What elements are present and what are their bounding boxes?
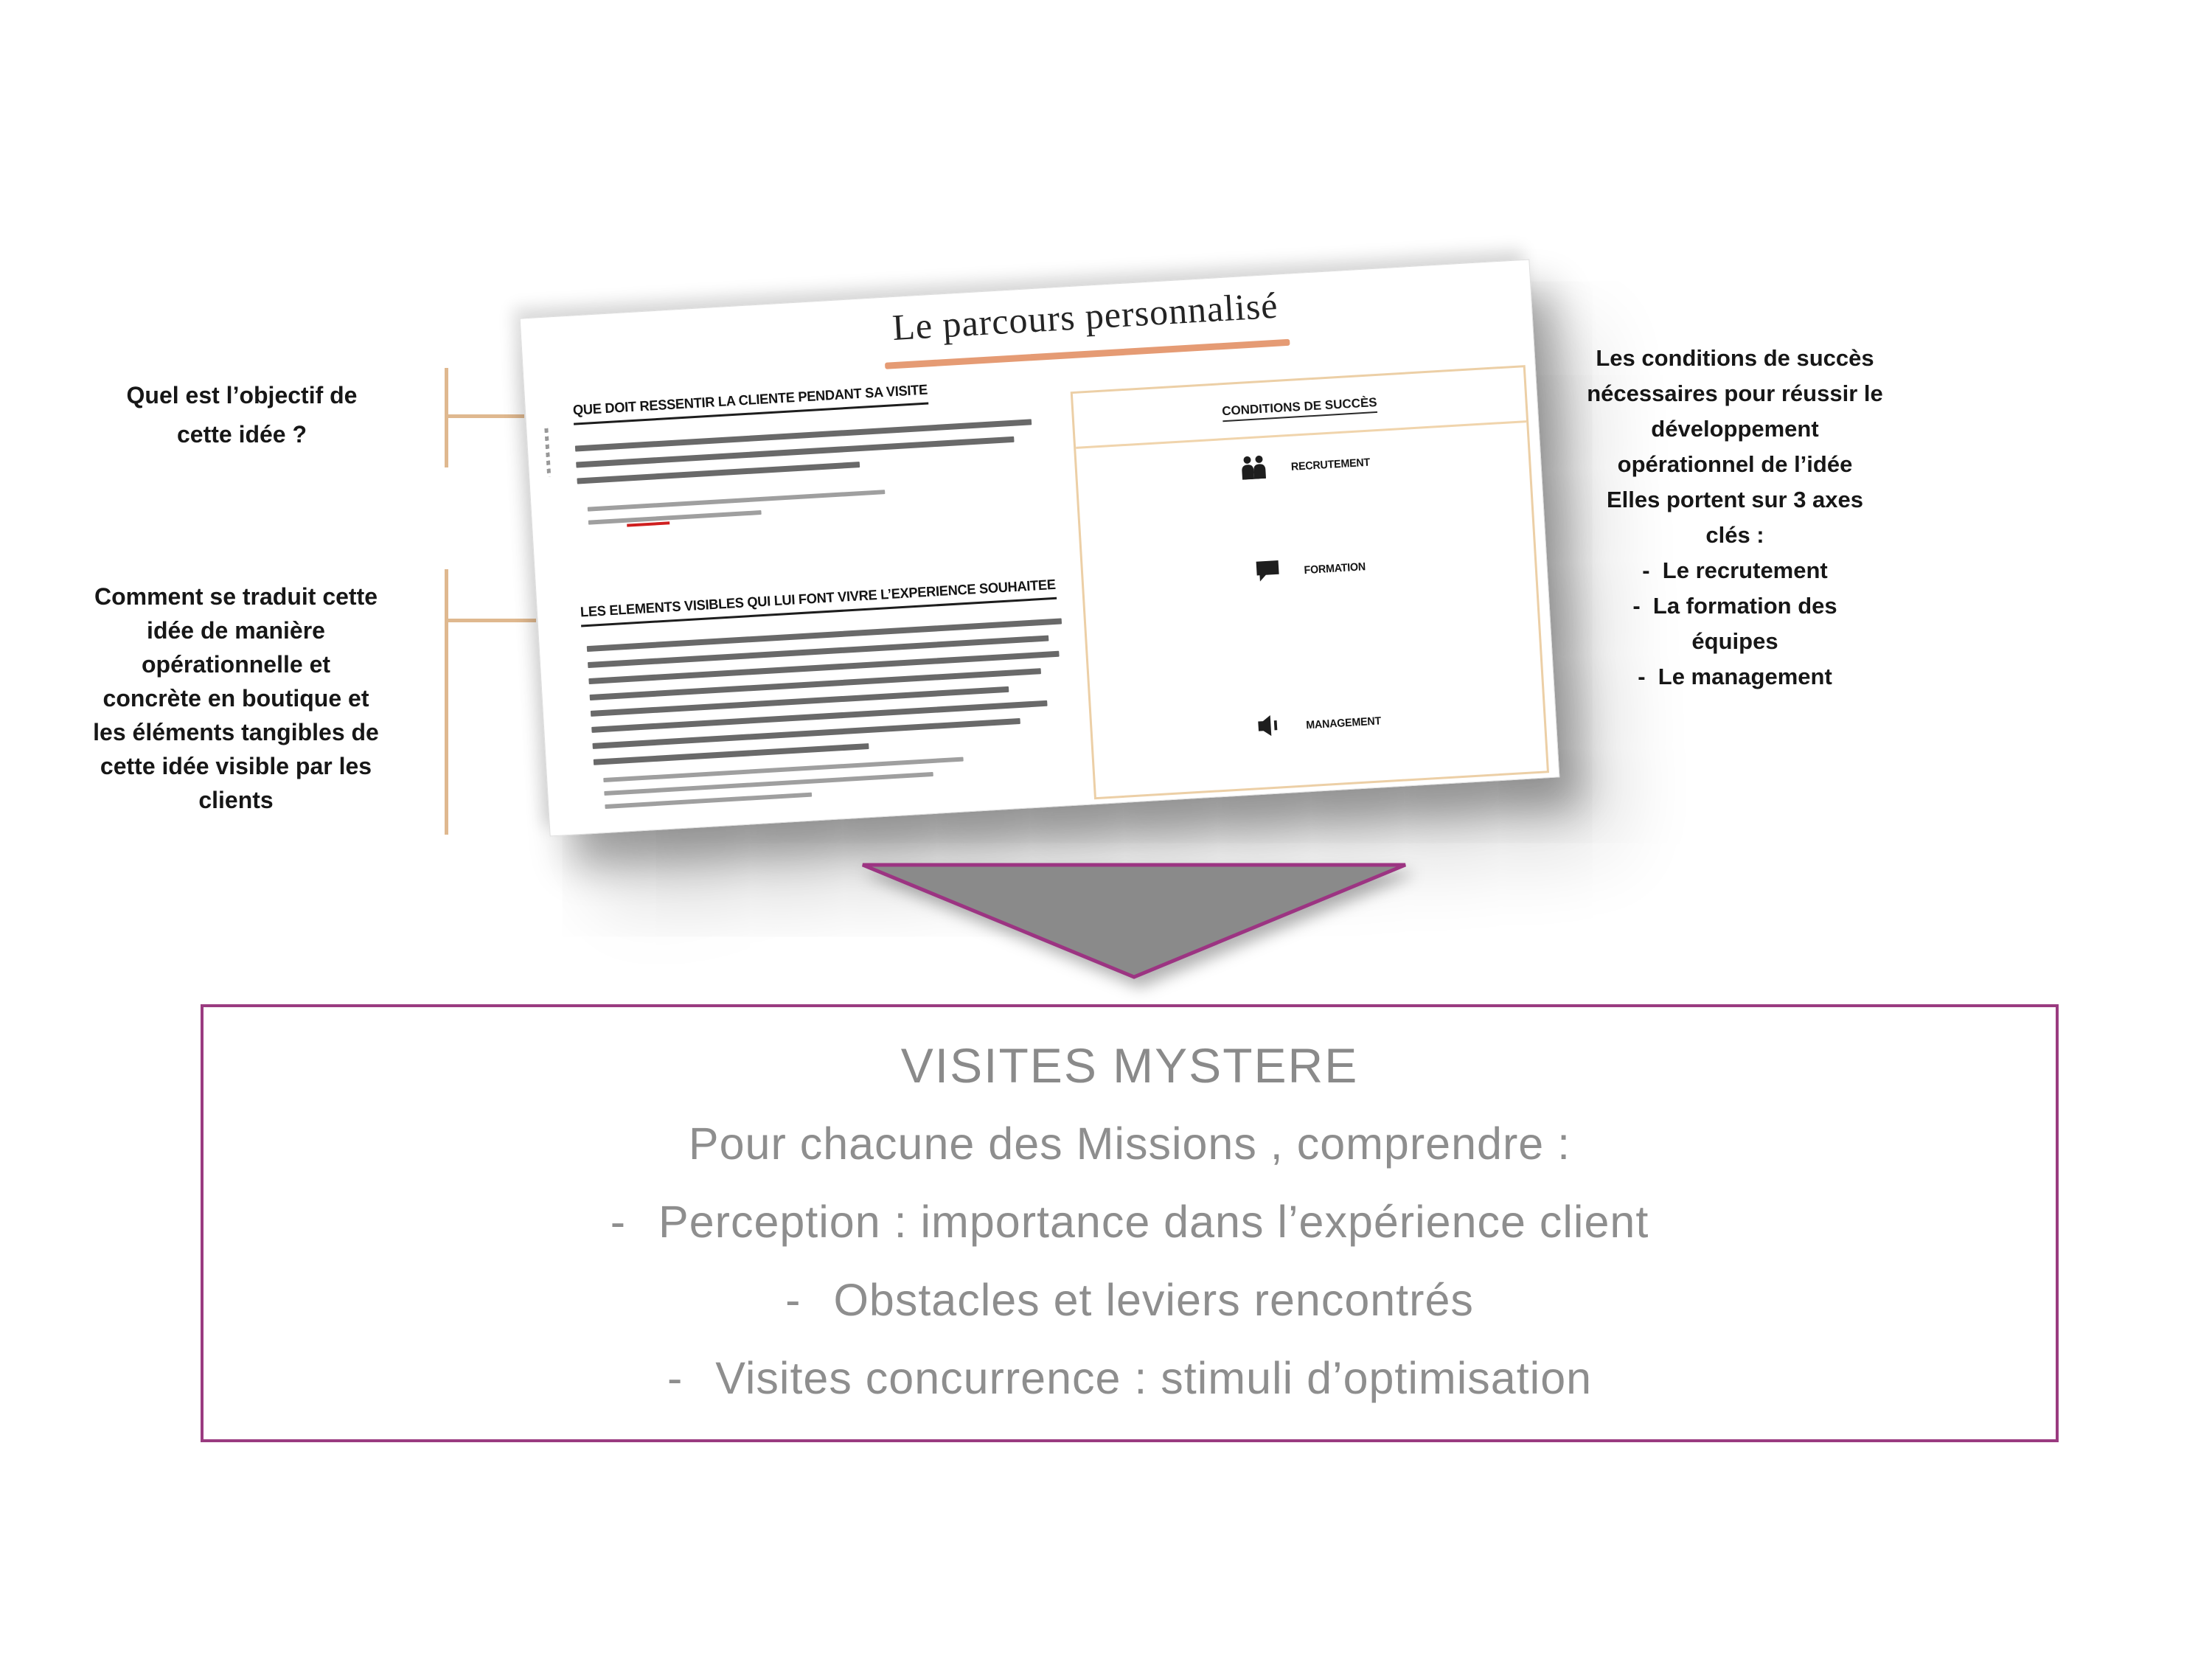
callout-line: développement xyxy=(1651,416,1819,442)
speech-bubble-icon xyxy=(1255,559,1281,586)
conditions-title: CONDITIONS DE SUCCÈS xyxy=(1074,386,1525,428)
callout-line: Elles portent sur 3 axes xyxy=(1606,487,1864,512)
paragraph-placeholder xyxy=(587,618,1069,775)
text-line-placeholder xyxy=(588,651,1059,684)
callout-line: nécessaires pour réussir le xyxy=(1587,380,1883,406)
section-label: RECRUTEMENT xyxy=(1290,456,1371,473)
box-bullet: - Visites concurrence : stimuli d’optimisation xyxy=(204,1339,2056,1417)
text-line-placeholder xyxy=(591,700,1048,733)
section-formation xyxy=(1107,545,1517,608)
paragraph-placeholder xyxy=(1118,762,1121,799)
callout-line: les éléments tangibles de xyxy=(93,719,379,745)
callout-bullet: - Le management xyxy=(1638,664,1832,689)
sideways-label-placeholder xyxy=(544,428,551,477)
document-thumbnail xyxy=(520,260,1560,837)
callout-operational xyxy=(66,580,406,817)
bullet-dash: - xyxy=(785,1275,801,1325)
bracket-connector xyxy=(445,619,536,622)
box-bullet: - Perception : importance dans l’expérience client xyxy=(204,1183,2056,1261)
callout-bullet: - Le recrutement xyxy=(1642,557,1828,583)
box-bullet: - Obstacles et leviers rencontrés xyxy=(204,1261,2056,1339)
callout-line: clients xyxy=(198,787,274,813)
text-line-placeholder xyxy=(605,793,812,809)
callout-line: cette idée ? xyxy=(176,421,307,448)
callout-objective xyxy=(80,376,404,454)
callout-line: opérationnel de l’idée xyxy=(1617,451,1853,477)
text-line-placeholder xyxy=(576,437,1015,468)
text-line-placeholder xyxy=(575,419,1032,451)
document-heading-1: QUE DOIT RESSENTIR LA CLIENTE PENDANT SA VISITE xyxy=(572,383,928,425)
callout-bullet: équipes xyxy=(1691,628,1778,654)
document-heading-2: LES ELEMENTS VISIBLES QUI LUI FONT VIVRE L’EXPERIENCE SOUHAITEE xyxy=(580,577,1056,627)
document-title: Le parcours personnalisé xyxy=(891,284,1279,349)
callout-line: opérationnelle et xyxy=(141,651,331,678)
people-icon xyxy=(1238,455,1267,484)
text-line-placeholder xyxy=(588,636,1048,669)
text-line-placeholder xyxy=(590,668,1041,700)
visites-mystere-box xyxy=(201,1004,2059,1442)
paragraph-placeholder xyxy=(1103,505,1105,532)
callout-line: cette idée visible par les xyxy=(100,753,372,779)
text-line-placeholder xyxy=(587,618,1062,652)
section-management xyxy=(1116,700,1526,762)
box-subtitle: Pour chacune des Missions , comprendre : xyxy=(688,1119,1571,1169)
callout-success-conditions xyxy=(1562,341,1908,695)
text-line-placeholder xyxy=(588,490,886,512)
callout-line: Les conditions de succès xyxy=(1596,345,1874,371)
bracket-connector xyxy=(445,414,524,418)
paragraph-placeholder xyxy=(1109,608,1113,675)
callout-line: idée de manière xyxy=(147,617,325,644)
box-title: VISITES MYSTERE xyxy=(900,1038,1359,1093)
megaphone-icon xyxy=(1256,714,1283,741)
quote-placeholder xyxy=(588,487,935,533)
callout-line: Comment se traduit cette xyxy=(94,583,378,610)
down-arrow xyxy=(860,862,1408,984)
callout-line: clés : xyxy=(1705,522,1764,548)
bracket-connector xyxy=(445,569,448,835)
bullet-dash: - xyxy=(667,1353,684,1403)
conditions-box xyxy=(1071,365,1549,799)
paragraph-placeholder xyxy=(575,419,1034,494)
bullet-dash: - xyxy=(610,1197,627,1247)
section-label: FORMATION xyxy=(1304,560,1366,577)
text-line-placeholder xyxy=(588,510,762,525)
callout-line: concrète en boutique et xyxy=(102,685,369,712)
section-recrutement xyxy=(1101,441,1511,505)
callout-line: Quel est l’objectif de xyxy=(126,382,358,408)
callout-bullet: - La formation des xyxy=(1632,593,1837,619)
section-label: MANAGEMENT xyxy=(1306,714,1382,732)
